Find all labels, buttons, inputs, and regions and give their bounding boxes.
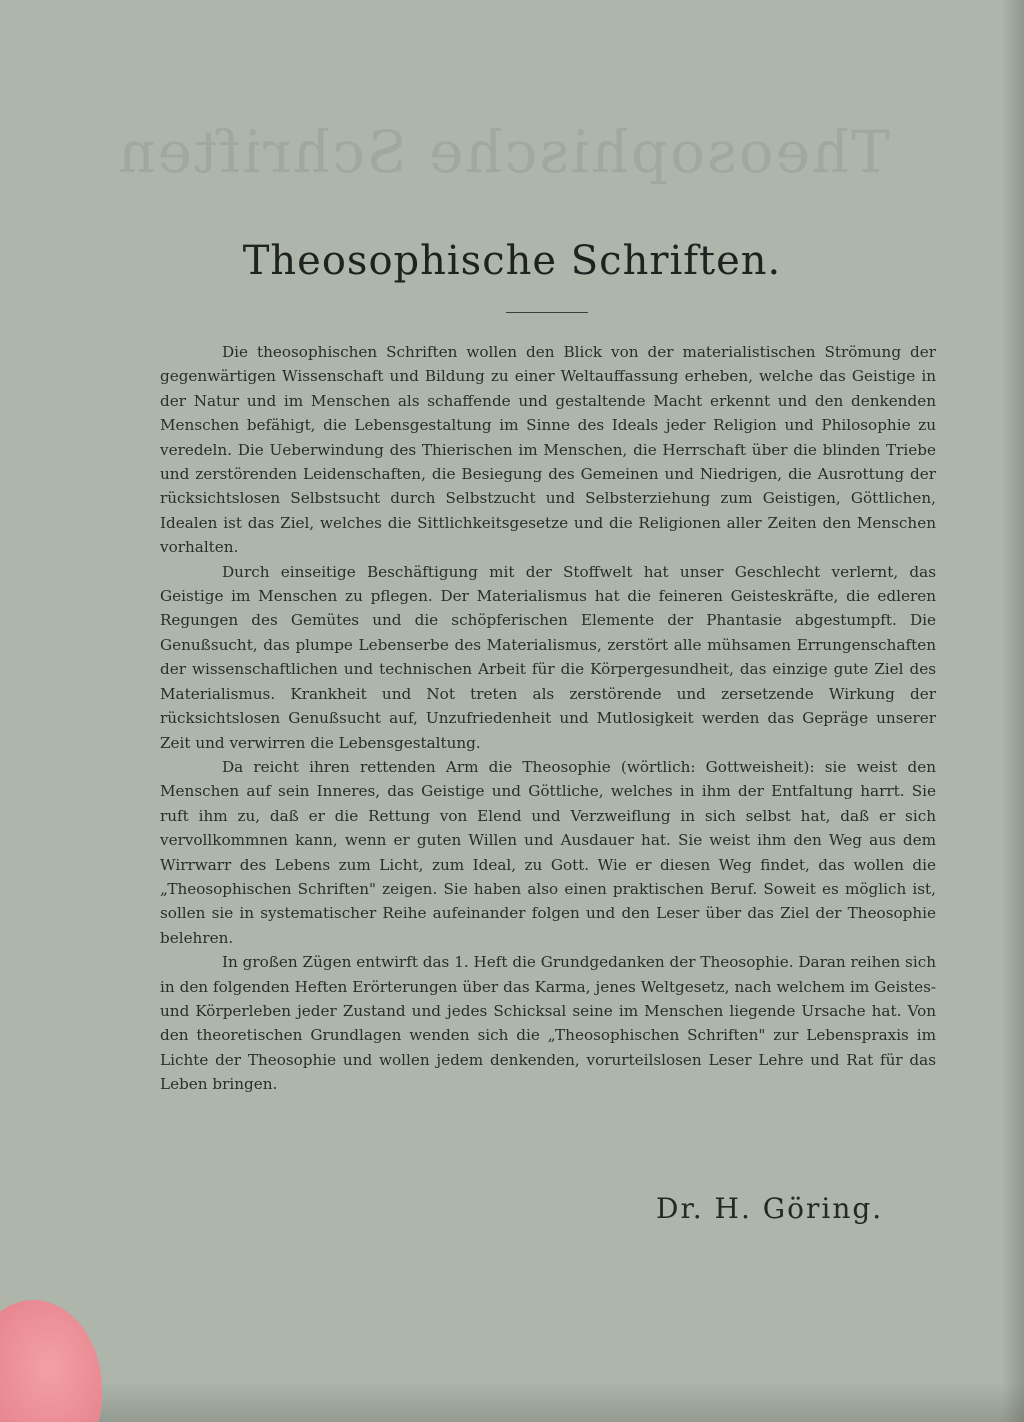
paragraph-3: Da reicht ihren rettenden Arm die Theosophie (wörtlich: Gottweisheit): sie weist den Menschen auf sein Inneres, das Geistige und Göttliche, welches in ihm der Entfaltung harrt. Sie ruft ihm zu, daß er die Rettung von Elend und Verzweiflung in sich selbst hat, daß er sich vervollkommnen kann, wenn er guten Willen und Ausdauer hat. Sie weist ihm den Weg aus dem Wirrwarr des Lebens zum Licht, zum Ideal, zu Gott. Wie er diesen Weg findet, das wollen die „Theosophischen Schriften" zeigen. Sie haben also einen praktischen Beruf. Soweit es möglich ist, sollen sie in systematischer Reihe aufeinander folgen und den Leser über das Ziel der Theosophie belehren.: [160, 757, 936, 947]
paragraph-2: Durch einseitige Beschäftigung mit der Stoffwelt hat unser Geschlecht verlernt, das Geistige im Menschen zu pflegen. Der Materialismus hat die feineren Geisteskräfte, die edleren Regungen des Gemütes und die schöpferischen Elemente der Phantasie abgestumpft. Die Genußsucht, das plumpe Lebenserbe des Materialismus, zerstört alle mühsamen Errungenschaften der wissenschaftlichen und technischen Arbeit für die Körpergesundheit, das einzige gute Ziel des Materialismus. Krankheit und Not treten als zerstörende und zersetzende Wirkung der rücksichtslosen Genußsucht auf, Unzufriedenheit und Mutlosigkeit werden das Gepräge unserer Zeit und verwirren die Lebensgestaltung.: [160, 562, 936, 752]
bleed-through-text: Theosophische Schriften: [116, 118, 890, 186]
paragraph-4: In großen Zügen entwirft das 1. Heft die Grundgedanken der Theosophie. Daran reihen sich in den folgenden Heften Erörterungen über das Karma, jenes Weltgesetz, nach welchem im Geistes- und Körperleben jeder Zustand und jedes Schicksal seine im Menschen liegende Ursache hat. Von den theoretischen Grundlagen wenden sich die „Theosophischen Schriften" zur Lebenspraxis im Lichte der Theosophie und wollen jedem denkenden, vorurteilslosen Leser Lehre und Rat für das Leben bringen.: [160, 953, 936, 1094]
body-text: [160, 340, 936, 1097]
title-rule: [506, 312, 588, 313]
scanner-thumb: [0, 1300, 102, 1422]
page-title: Theosophische Schriften.: [242, 238, 782, 284]
author-signature: Dr. H. Göring.: [656, 1192, 884, 1225]
page-bottom-shadow: [0, 1382, 1024, 1422]
paragraph-1: Die theosophischen Schriften wollen den Blick von der materialistischen Strömung der gegenwärtigen Wissenschaft und Bildung zu einer Weltauffassung erheben, welche das Geistige in der Natur und im Menschen als schaffende und gestaltende Macht erkennt und den denkenden Menschen befähigt, die Lebensgestaltung im Sinne des Ideals jeder Religion und Philosophie zu veredeln. Die Ueberwindung des Thierischen im Menschen, die Herrschaft über die blinden Triebe und zerstörenden Leidenschaften, die Besiegung des Gemeinen und Niedrigen, die Ausrottung der rücksichtslosen Selbstsucht durch Selbstzucht und Selbsterziehung zum Geistigen, Göttlichen, Idealen ist das Ziel, welches die Sittlichkeitsgesetze und die Religionen aller Zeiten den Menschen vorhalten.: [160, 343, 936, 557]
page-edge-shadow: [1002, 0, 1024, 1422]
